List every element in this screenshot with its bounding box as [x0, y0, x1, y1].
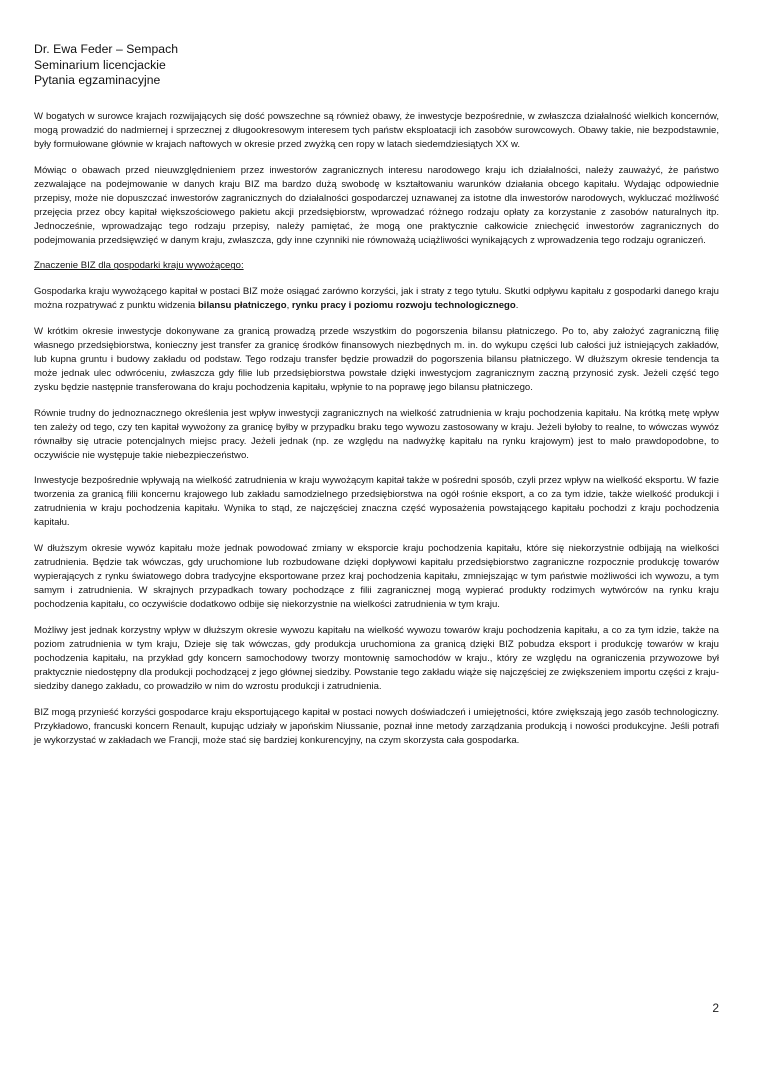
paragraph-9: BIZ mogą przynieść korzyści gospodarce kraju eksportującego kapitał w postaci nowych doświadczeń i umiejętności, które zwiększają jego zasób technologiczny. Przykładowo, francuski koncern Renault, kupując udziały w japońskim Niussanie, poznał inne metody zarządzania produkcją i nowości produkcyjne. Jeśli potrafi je wykorzystać w zakładach we Francji, może stać się bardziej konkurencyjny, na czym skorzysta cała gospodarka.: [34, 706, 719, 746]
section-heading: Znaczenie BIZ dla gospodarki kraju wywożącego:: [34, 260, 244, 272]
paragraph-4: W krótkim okresie inwestycje dokonywane za granicą prowadzą przede wszystkim do pogorszenia bilansu płatniczego. Po to, aby założyć zagraniczną filię własnego przedsiębiorstwa, konieczny jest transfer za granicę środków finansowych niezbędnych m. in. do wykupu części lub całości już istniejących zakładów, lub kupna gruntu i budowy zakładu od podstaw. Tego rodzaju transfer będzie prowadził do pogorszenia bilansu płatniczego. W dłuższym okresie tendencja ta może jednak ulec odwróceniu, zwłaszcza gdy filie lub przedsiębiorstwa powstałe dzięki inwestycjom zagranicznym zaczną przynosić zysk. Jeżeli część tego zysku będzie następnie transferowana do kraju pochodzenia kapitału, wpłynie to na poprawę jego bilansu płatniczego.: [34, 325, 719, 393]
paragraph-3-text-end: .: [515, 300, 519, 312]
paragraph-2: Mówiąc o obawach przed nieuwzględnieniem przez inwestorów zagranicznych interesu narodowego kraju ich działalności, należy zauważyć, że państwo zezwalające na podejmowanie w danych kraju BIZ ma bardzo dużą swobodę w kształtowaniu warunków działania obcego kapitału. Wydając odpowiednie przepisy, może nie dopuszczać inwestorów zagranicznych do działalności gospodarczej uznawanej za istotne dla inwestorów narodowych, wykluczać możliwość przejęcia przez obcy kapitał większościowego pakietu akcji przedsiębiorstw, wprowadzać różnego rodzaju opłaty za korzystanie z zasobów naturalnych itp. Jednocześnie, wprowadzając tego rodzaju przepisy, należy pamiętać, że mogą one praktycznie całkowicie zniechęcić inwestorów zagranicznych do podejmowania przedsięwzięć w danym kraju, zwłaszcza, gdy inne czynniki nie równoważą uciążliwości wynikających z wprowadzenia tego rodzaju ograniczeń.: [34, 164, 719, 246]
paragraph-8: Możliwy jest jednak korzystny wpływ w dłuższym okresie wywozu kapitału na wielkość wywozu towarów kraju pochodzenia kapitału, a co za tym idzie, także na poziom zatrudnienia w tym kraju, Dzieje się tak wówczas, gdy produkcja uruchomiona za granicą dzięki BIZ pobudza eksport i produkcję towarów w kraju pochodzenia kapitału, na przykład gdy koncern samochodowy tworzy montownię samochodów w kraju., który ze względu na ograniczenia przywozowe był praktycznie niedostępny dla produkcji pochodzącej z jego głównej siedziby. Powstanie tego zakładu wiąże się najczęściej ze zwiększeniem importu części z kraju-siedziby danego zakładu, co prowadziło w nim do wzrostu produkcji i zatrudnienia.: [34, 624, 719, 693]
page-number: 2: [712, 1001, 719, 1015]
paragraph-6: Inwestycje bezpośrednie wpływają na wielkość zatrudnienia w kraju wywożącym kapitał także w pośredni sposób, czyli przez wpływ na wielkość eksportu. W fazie tworzenia za granicą filii koncernu krajowego lub zakładu samodzielnego przedsiębiorstwa na ogół rośnie eksport, a co za tym idzie, także wielkość produkcji i zatrudnienia w kraju pochodzenia kapitału. Wynika to stąd, ze najczęściej znaczna część wyposażenia powstającego kapitału pochodzi z kraju pochodzenia kapitału.: [34, 475, 719, 529]
paragraph-5: Równie trudny do jednoznacznego określenia jest wpływ inwestycji zagranicznych na wielkość zatrudnienia w kraju pochodzenia kapitału. Na krótką metę wpływ ten zależy od tego, czy ten kapitał wywożony za granicę byłby w przypadku braku tego wywozu zastosowany w kraju. Jeżeli byłoby to realne, to wówczas wywóz równałby się utracie potencjalnych miejsc pracy. Jeżeli jednak (np. ze względu na nadwyżkę kapitału na rynku krajowym) jest to mało prawdopodobne, to oczywiście nie występuje takie niebezpieczeństwo.: [34, 407, 719, 461]
paragraph-3-text-start: Gospodarka kraju wywożącego kapitał w postaci BIZ może osiągać zarówno korzyści, jak i straty z tego tytułu. Skutki odpływu kapitału z gospodarki danego kraju można rozpatrywać z punktu widzenia: [34, 285, 719, 312]
paragraph-3-bold-balance: bilansu płatniczego: [197, 300, 287, 312]
course-name: Seminarium licencjackie: [34, 57, 166, 72]
paragraph-7: W dłuższym okresie wywóz kapitału może jednak powodować zmiany w eksporcie kraju pochodzenia kapitału, które się niekorzystnie odbijają na wielkości zatrudnienia. Będzie tak wówczas, gdy uruchomione lub rozbudowane dzięki dopływowi kapitału przedsiębiorstwo zagraniczne rozpocznie produkcję towarów wypierających z rynku światowego dobra tradycyjne eksportowane przez kraj pochodzenia kapitału, zmniejszając w tym państwie możliwości ich wywozu, a tym samym i zatrudnienia. W skrajnych przypadkach towary pochodzące z filii zagranicznej mogą wypierać produkty rodzimych wytwórców na rynku kraju pochodzenia kapitału, co oczywiście dodatkowo odbije się niekorzystnie na wielkości zatrudnienia w tym kraju.: [34, 543, 719, 611]
paragraph-3: [34, 285, 719, 313]
paragraph-3-separator: ,: [286, 300, 292, 312]
paragraph-1: W bogatych w surowce krajach rozwijających się dość powszechne są również obawy, że inwestycje bezpośrednie, w zwłaszcza działalność wielkich koncernów, mogą prowadzić do nadmiernej i sprzecznej z długookresowym interesem tych państw eksploatacji ich zasobów surowcowych. Obawy takie, nie bezpodstawnie, były formułowane głównie w krajach naftowych w okresie przed zwyżką cen ropy w latach siedemdziesiątych XX w.: [34, 110, 719, 150]
document-title: Pytania egzaminacyjne: [34, 73, 161, 88]
document-header: [34, 42, 719, 89]
author-name: Dr. Ewa Feder – Sempach: [34, 42, 179, 56]
paragraph-3-bold-labour: rynku pracy i poziomu rozwoju technologicznego: [291, 300, 516, 312]
